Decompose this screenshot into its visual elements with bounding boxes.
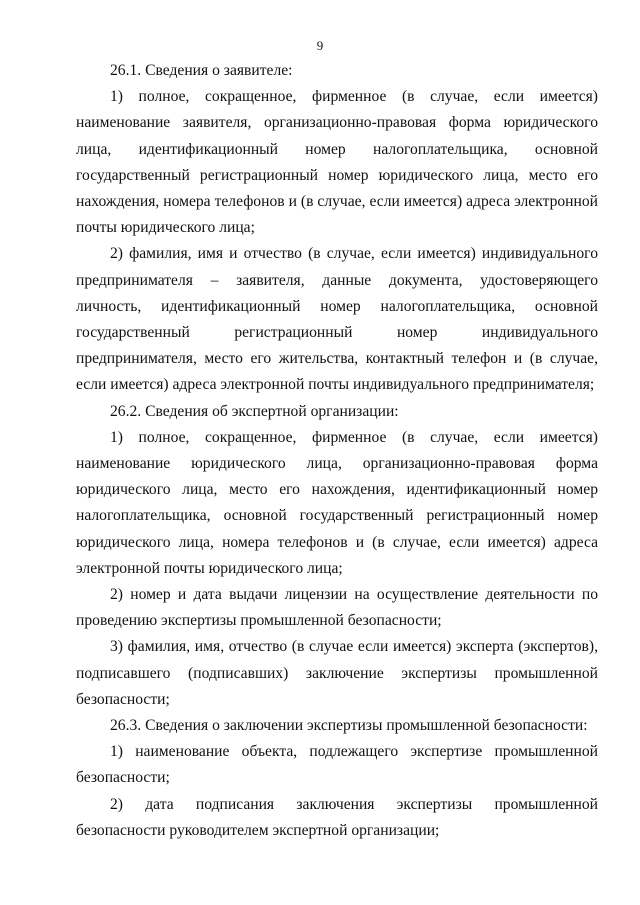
paragraph-26-2-item-1: 1) полное, сокращенное, фирменное (в случае, если имеется) наименование юридического лица, организационно-правовая форма юридического лица, место его нахождения, идентификационный номер налогоплательщика, основной государственный регистрационный номер юридического лица, номера телефонов и (в случае, если имеется) адреса электронной почты юридического лица; [76,428,598,577]
document-body [76,58,598,844]
paragraph-26-3-item-1: 1) наименование объекта, подлежащего экспертизе промышленной безопасности; [76,743,598,787]
paragraph-26-1-item-2: 2) фамилия, имя и отчество (в случае, если имеется) индивидуального предпринимателя – заявителя, данные документа, удостоверяющего личность, идентификационный номер налогоплательщика, основной государственный регистрационный номер индивидуального предпринимателя, место его жительства, контактный телефон и (в случае, если имеется) адреса электронной почты индивидуального предпринимателя; [76,245,598,394]
paragraph-26-1-item-1: 1) полное, сокращенное, фирменное (в случае, если имеется) наименование заявителя, организационно-правовая форма юридического лица, идентификационный номер налогоплательщика, основной государственный регистрационный номер юридического лица, место его нахождения, номера телефонов и (в случае, если имеется) адреса электронной почты юридического лица; [76,88,598,237]
paragraph-26-2-item-3: 3) фамилия, имя, отчество (в случае если имеется) эксперта (экспертов), подписавшего (подписавших) заключение экспертизы промышленной безопасности; [76,638,598,708]
section-heading-26-1: 26.1. Сведения о заявителе: [110,62,293,79]
paragraph-26-3-item-2: 2) дата подписания заключения экспертизы промышленной безопасности руководителем экспертной организации; [76,795,598,839]
page-number: 9 [316,38,324,53]
section-heading-26-2: 26.2. Сведения об экспертной организации: [110,402,399,420]
paragraph-26-2-item-2: 2) номер и дата выдачи лицензии на осуществление деятельности по проведению экспертизы промышленной безопасности; [76,586,598,630]
section-heading-26-3: 26.3. Сведения о заключении экспертизы промышленной безопасности: [110,717,588,735]
